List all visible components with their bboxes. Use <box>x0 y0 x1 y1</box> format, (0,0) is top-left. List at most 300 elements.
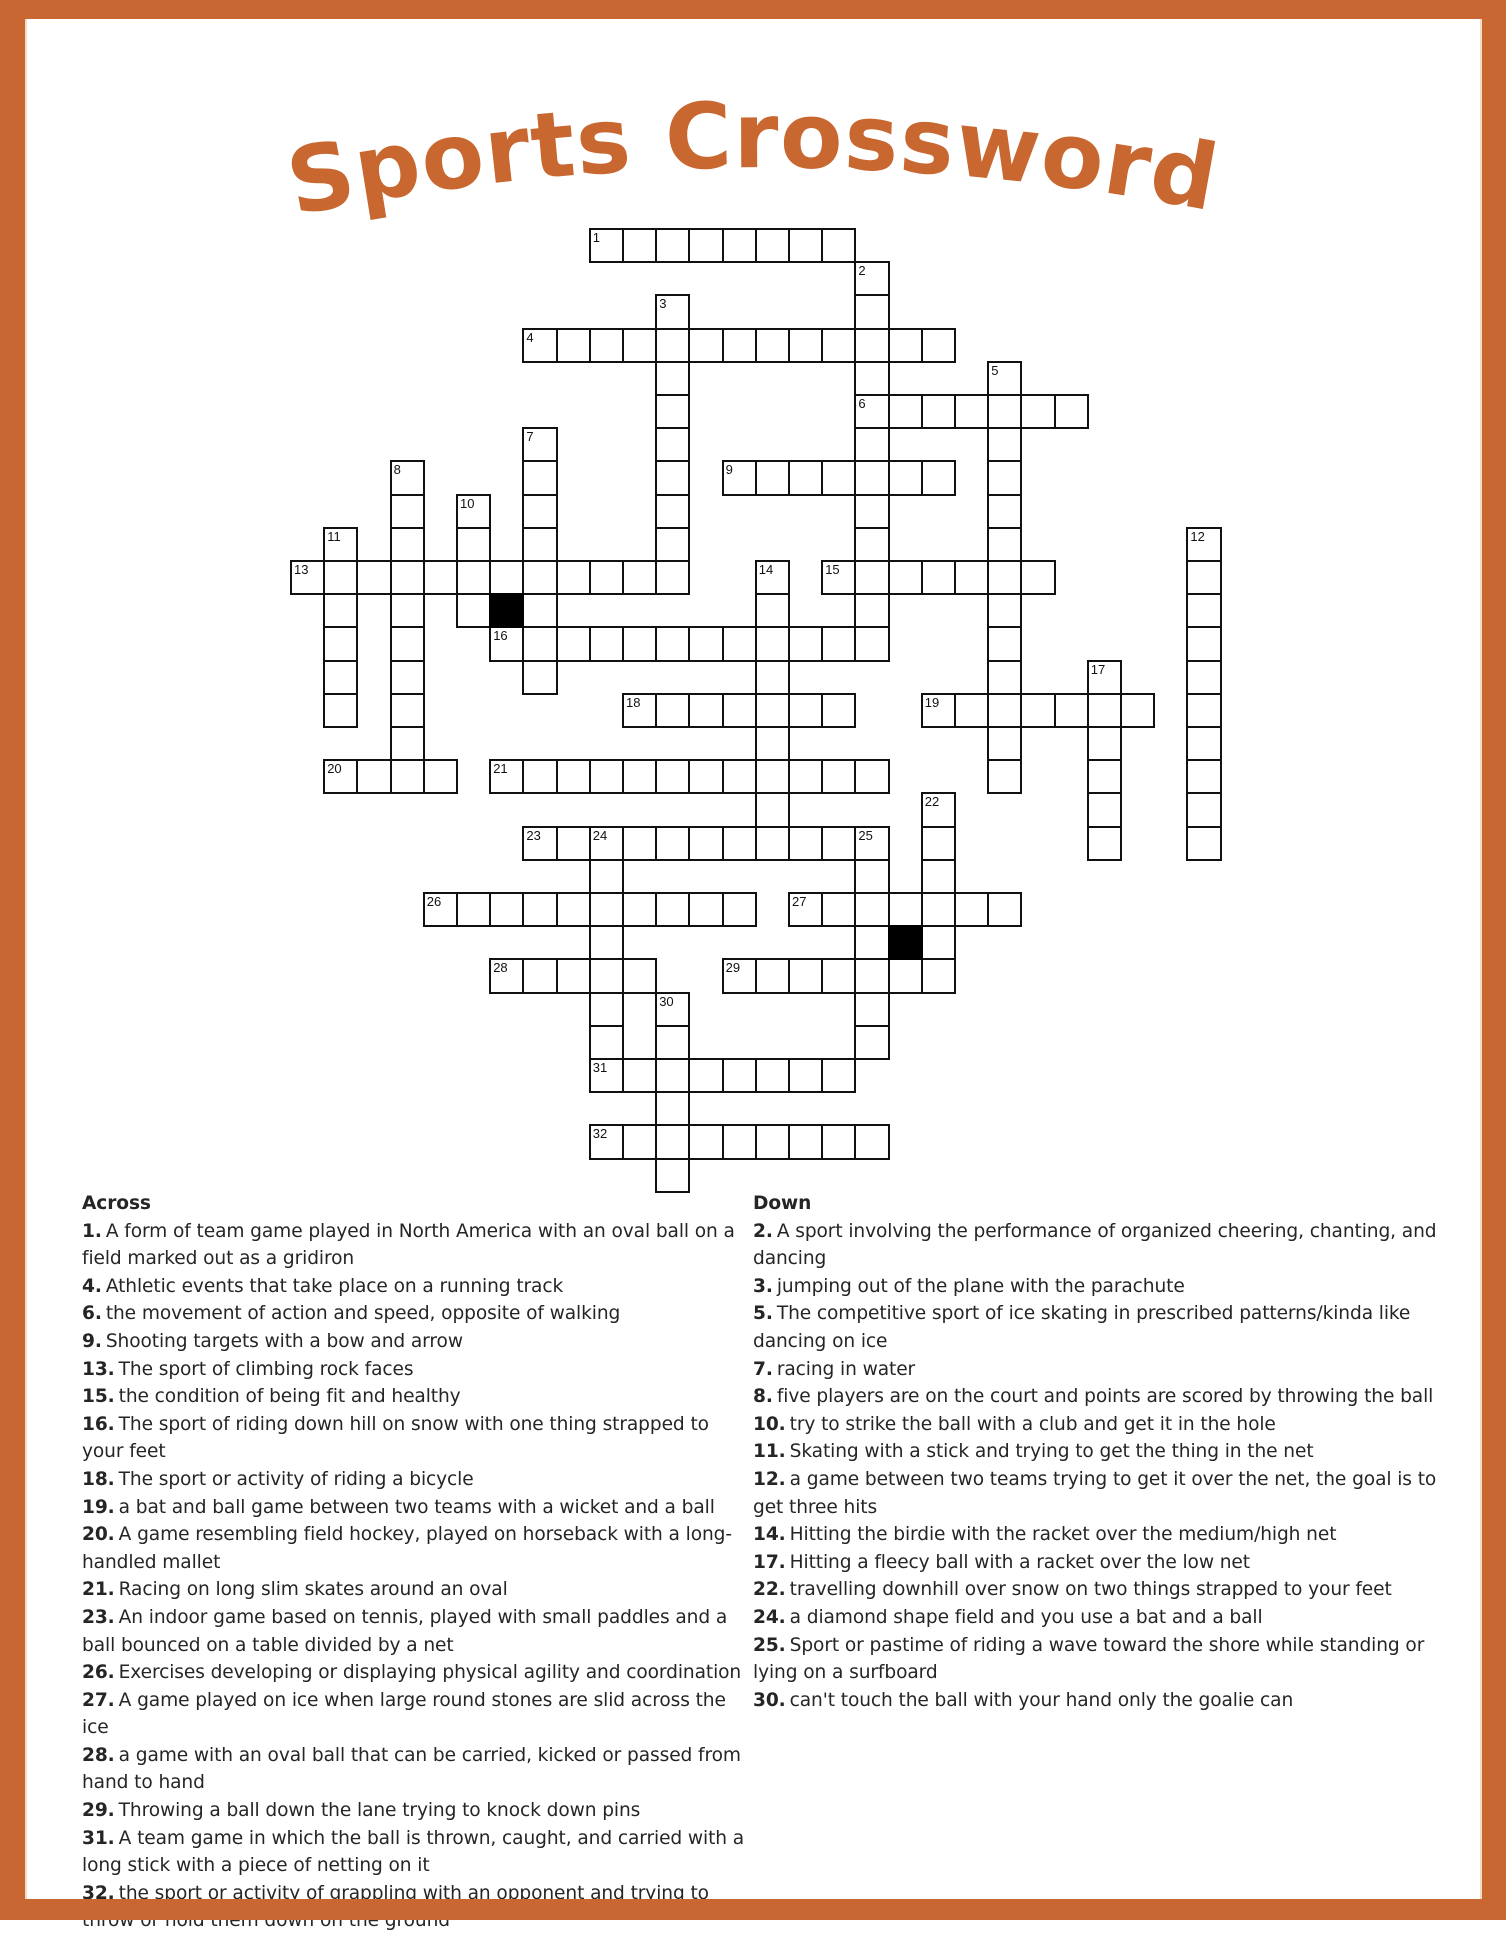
grid-cell[interactable] <box>589 859 624 894</box>
grid-cell[interactable] <box>522 527 557 562</box>
down-clue-5 <box>753 1300 1455 1355</box>
grid-cell[interactable] <box>722 328 757 363</box>
grid-cell[interactable] <box>954 560 989 595</box>
grid-cell[interactable] <box>755 1124 790 1159</box>
grid-cell[interactable] <box>522 626 557 661</box>
grid-cell[interactable] <box>1087 660 1122 695</box>
grid-cell[interactable] <box>688 1058 723 1093</box>
grid-cell[interactable] <box>522 328 557 363</box>
grid-cell[interactable] <box>589 228 624 263</box>
grid-cell[interactable] <box>1186 527 1221 562</box>
grid-cell[interactable] <box>1186 660 1221 695</box>
grid-cell[interactable] <box>1020 693 1055 728</box>
grid-cell[interactable] <box>423 759 458 794</box>
grid-cell-number: 7 <box>526 429 534 445</box>
grid-cell[interactable] <box>655 560 690 595</box>
down-clue-30 <box>753 1687 1455 1715</box>
grid-cell-number: 12 <box>1190 528 1205 544</box>
grid-cell[interactable] <box>854 958 889 993</box>
grid-cell[interactable] <box>821 228 856 263</box>
grid-cell[interactable] <box>987 527 1022 562</box>
clue-text: can't touch the ball with your hand only the goalie can <box>789 1689 1294 1711</box>
grid-cell[interactable] <box>390 693 425 728</box>
grid-cell[interactable] <box>888 460 923 495</box>
grid-cell[interactable] <box>655 460 690 495</box>
clue-text: a diamond shape field and you use a bat and a ball <box>789 1606 1263 1628</box>
grid-cell[interactable] <box>655 1025 690 1060</box>
grid-cell[interactable] <box>390 527 425 562</box>
grid-cell[interactable] <box>1020 394 1055 429</box>
grid-cell[interactable] <box>921 892 956 927</box>
grid-cell[interactable] <box>854 261 889 296</box>
grid-cell[interactable] <box>722 759 757 794</box>
grid-cell-number: 25 <box>858 827 873 843</box>
grid-cell[interactable] <box>655 228 690 263</box>
grid-cell[interactable] <box>755 328 790 363</box>
grid-cell[interactable] <box>522 560 557 595</box>
grid-cell[interactable] <box>489 892 524 927</box>
grid-cell[interactable] <box>788 1058 823 1093</box>
grid-cell[interactable] <box>921 826 956 861</box>
grid-cell[interactable] <box>655 294 690 329</box>
grid-cell[interactable] <box>755 958 790 993</box>
grid-cell[interactable] <box>522 593 557 628</box>
grid-cell[interactable] <box>854 427 889 462</box>
grid-cell[interactable] <box>356 560 391 595</box>
grid-cell[interactable] <box>788 228 823 263</box>
grid-cell[interactable] <box>954 693 989 728</box>
clue-text: Exercises developing or displaying physical agility and coordination <box>118 1662 742 1684</box>
clue-text: jumping out of the plane with the parachute <box>776 1275 1185 1297</box>
down-clue-11 <box>753 1438 1455 1466</box>
grid-cell[interactable] <box>390 460 425 495</box>
grid-cell-number: 17 <box>1090 661 1106 677</box>
grid-cell[interactable] <box>655 394 690 429</box>
grid-cell[interactable] <box>589 1025 624 1060</box>
grid-cell[interactable] <box>622 560 657 595</box>
grid-cell[interactable] <box>655 759 690 794</box>
grid-cell[interactable] <box>1186 759 1221 794</box>
grid-cell[interactable] <box>1054 394 1089 429</box>
grid-cell[interactable] <box>821 693 856 728</box>
grid-cell[interactable] <box>655 826 690 861</box>
across-clue-13 <box>82 1356 754 1384</box>
grid-cell[interactable] <box>987 892 1022 927</box>
grid-cell[interactable] <box>854 925 889 960</box>
grid-cell[interactable] <box>888 328 923 363</box>
grid-cell[interactable] <box>987 361 1022 396</box>
grid-cell[interactable] <box>854 294 889 329</box>
grid-cell[interactable] <box>390 626 425 661</box>
grid-cell[interactable] <box>1087 726 1122 761</box>
across-clue-31 <box>82 1825 754 1880</box>
clue-number: 3. <box>753 1275 773 1297</box>
grid-cell-number: 24 <box>592 827 608 843</box>
grid-cell[interactable] <box>556 626 591 661</box>
grid-cell[interactable] <box>821 328 856 363</box>
grid-cell[interactable] <box>987 494 1022 529</box>
down-clue-25 <box>753 1632 1455 1687</box>
clue-text: the movement of action and speed, opposite of walking <box>105 1303 621 1325</box>
grid-cell[interactable] <box>755 228 790 263</box>
grid-cell[interactable] <box>987 593 1022 628</box>
grid-cell[interactable] <box>556 892 591 927</box>
across-clue-9 <box>82 1328 754 1356</box>
grid-cell[interactable] <box>556 759 591 794</box>
grid-cell[interactable] <box>688 693 723 728</box>
grid-cell[interactable] <box>589 1058 624 1093</box>
grid-cell[interactable] <box>323 660 358 695</box>
down-heading: Down <box>753 1193 812 1214</box>
grid-cell[interactable] <box>622 228 657 263</box>
grid-cell-number: 21 <box>493 761 508 777</box>
grid-cell[interactable] <box>921 560 956 595</box>
grid-cell[interactable] <box>589 826 624 861</box>
grid-cell-number: 6 <box>858 396 866 411</box>
grid-cell[interactable] <box>921 394 956 429</box>
grid-cell[interactable] <box>688 892 723 927</box>
grid-cell[interactable] <box>1087 792 1122 827</box>
grid-cell[interactable] <box>1186 693 1221 728</box>
grid-cell[interactable] <box>1120 693 1155 728</box>
clue-number: 5. <box>753 1303 773 1325</box>
grid-cell[interactable] <box>655 892 690 927</box>
grid-cell[interactable] <box>622 958 657 993</box>
grid-cell[interactable] <box>522 826 557 861</box>
clue-number: 2. <box>753 1220 773 1242</box>
grid-cell[interactable] <box>755 560 790 595</box>
grid-cell[interactable] <box>888 394 923 429</box>
grid-cell[interactable] <box>556 328 591 363</box>
grid-cell[interactable] <box>323 593 358 628</box>
down-clue-17 <box>753 1549 1455 1577</box>
grid-cell[interactable] <box>323 560 358 595</box>
grid-cell[interactable] <box>390 759 425 794</box>
grid-cell[interactable] <box>589 560 624 595</box>
grid-cell[interactable] <box>821 460 856 495</box>
grid-cell[interactable] <box>854 626 889 661</box>
grid-cell[interactable] <box>556 826 591 861</box>
grid-cell[interactable] <box>722 892 757 927</box>
grid-cell[interactable] <box>722 626 757 661</box>
clue-text: Athletic events that take place on a running track <box>105 1275 564 1297</box>
grid-cell[interactable] <box>755 460 790 495</box>
across-clue-19 <box>82 1494 754 1522</box>
grid-cell[interactable] <box>655 527 690 562</box>
grid-cell[interactable] <box>522 494 557 529</box>
grid-cell[interactable] <box>655 427 690 462</box>
page-border-inner-edge-left <box>25 19 27 1899</box>
grid-cell[interactable] <box>755 792 790 827</box>
down-clue-list <box>753 1218 1455 1715</box>
grid-cell-number: 26 <box>426 894 442 909</box>
grid-cell[interactable] <box>821 759 856 794</box>
grid-cell[interactable] <box>423 892 458 927</box>
grid-cell[interactable] <box>821 958 856 993</box>
grid-cell[interactable] <box>888 892 923 927</box>
grid-cell[interactable] <box>821 1058 856 1093</box>
grid-cell[interactable] <box>788 328 823 363</box>
grid-cell[interactable] <box>1186 593 1221 628</box>
grid-cell[interactable] <box>987 693 1022 728</box>
grid-cell[interactable] <box>1186 826 1221 861</box>
grid-cell[interactable] <box>854 892 889 927</box>
down-clue-7 <box>753 1356 1455 1384</box>
grid-cell[interactable] <box>854 361 889 396</box>
grid-cell[interactable] <box>390 660 425 695</box>
grid-cell[interactable] <box>722 228 757 263</box>
grid-cell[interactable] <box>622 693 657 728</box>
grid-cell[interactable] <box>821 826 856 861</box>
grid-cell[interactable] <box>987 394 1022 429</box>
grid-cell[interactable] <box>622 826 657 861</box>
across-clue-20 <box>82 1521 754 1576</box>
grid-cell[interactable] <box>423 560 458 595</box>
clue-number: 19. <box>82 1496 115 1518</box>
clue-number: 8. <box>753 1386 773 1408</box>
across-clue-list <box>82 1218 754 1935</box>
grid-cell[interactable] <box>622 1058 657 1093</box>
grid-cell[interactable] <box>821 626 856 661</box>
down-clues-column <box>753 1190 1455 1714</box>
grid-cell[interactable] <box>589 958 624 993</box>
grid-cell[interactable] <box>755 660 790 695</box>
grid-cell[interactable] <box>456 527 491 562</box>
grid-cell[interactable] <box>921 460 956 495</box>
grid-cell[interactable] <box>788 759 823 794</box>
grid-cell[interactable] <box>755 759 790 794</box>
grid-cell[interactable] <box>854 859 889 894</box>
grid-cell[interactable] <box>987 759 1022 794</box>
grid-cell[interactable] <box>655 1091 690 1126</box>
grid-cell[interactable] <box>1186 726 1221 761</box>
grid-cell[interactable] <box>921 693 956 728</box>
across-clue-28 <box>82 1742 754 1797</box>
grid-cell[interactable] <box>323 759 358 794</box>
grid-cell[interactable] <box>489 626 524 661</box>
grid-cell[interactable] <box>1087 826 1122 861</box>
grid-cell[interactable] <box>622 1124 657 1159</box>
across-clue-15 <box>82 1383 754 1411</box>
grid-cell[interactable] <box>655 494 690 529</box>
grid-cell[interactable] <box>456 593 491 628</box>
grid-cell[interactable] <box>788 958 823 993</box>
grid-cell[interactable] <box>655 1058 690 1093</box>
grid-cell[interactable] <box>987 660 1022 695</box>
grid-cell[interactable] <box>1186 560 1221 595</box>
grid-cell[interactable] <box>788 693 823 728</box>
grid-cell[interactable] <box>854 394 889 429</box>
grid-cell-number: 20 <box>327 761 342 777</box>
grid-cell[interactable] <box>622 328 657 363</box>
grid-cell[interactable] <box>390 494 425 529</box>
grid-cell[interactable] <box>854 527 889 562</box>
grid-cell[interactable] <box>788 892 823 927</box>
grid-cell[interactable] <box>589 1124 624 1159</box>
grid-cell[interactable] <box>921 792 956 827</box>
grid-cell[interactable] <box>755 826 790 861</box>
grid-cell[interactable] <box>888 560 923 595</box>
grid-cell[interactable] <box>589 992 624 1027</box>
grid-cell[interactable] <box>655 328 690 363</box>
grid-cell[interactable] <box>854 1124 889 1159</box>
across-clue-23 <box>82 1604 754 1659</box>
grid-cell[interactable] <box>987 726 1022 761</box>
grid-cell[interactable] <box>987 460 1022 495</box>
grid-cell[interactable] <box>688 626 723 661</box>
grid-cell[interactable] <box>622 759 657 794</box>
grid-cell[interactable] <box>522 759 557 794</box>
grid-cell[interactable] <box>1087 693 1122 728</box>
grid-cell[interactable] <box>921 925 956 960</box>
grid-cell[interactable] <box>1186 792 1221 827</box>
grid-cell[interactable] <box>589 759 624 794</box>
grid-cell[interactable] <box>854 1025 889 1060</box>
clue-text: Shooting targets with a bow and arrow <box>105 1330 463 1352</box>
grid-cell[interactable] <box>854 992 889 1027</box>
grid-cell[interactable] <box>390 726 425 761</box>
clue-text: a bat and ball game between two teams with a wicket and a ball <box>118 1496 715 1518</box>
grid-cell-number: 8 <box>393 462 401 478</box>
grid-cell[interactable] <box>854 826 889 861</box>
grid-cell[interactable] <box>821 560 856 595</box>
grid-cell[interactable] <box>390 560 425 595</box>
grid-cell[interactable] <box>688 328 723 363</box>
grid-cell[interactable] <box>722 958 757 993</box>
grid-cell[interactable] <box>622 626 657 661</box>
grid-cell[interactable] <box>655 1124 690 1159</box>
grid-cell[interactable] <box>854 759 889 794</box>
grid-cell[interactable] <box>589 925 624 960</box>
grid-cell[interactable] <box>655 992 690 1027</box>
clue-text: racing in water <box>776 1358 916 1380</box>
grid-cell[interactable] <box>987 560 1022 595</box>
across-clue-6 <box>82 1300 754 1328</box>
grid-cell[interactable] <box>655 1158 690 1193</box>
grid-cell[interactable] <box>722 693 757 728</box>
clue-number: 28. <box>82 1744 115 1766</box>
grid-cell-number: 22 <box>924 794 940 810</box>
across-clue-4 <box>82 1273 754 1301</box>
grid-cell[interactable] <box>655 693 690 728</box>
grid-cell[interactable] <box>688 228 723 263</box>
grid-cell[interactable] <box>456 494 491 529</box>
grid-cell[interactable] <box>888 958 923 993</box>
grid-cell-number: 10 <box>460 495 475 511</box>
grid-cell[interactable] <box>456 892 491 927</box>
grid-cell[interactable] <box>921 328 956 363</box>
clue-text: A team game in which the ball is thrown, caught, and carried with a long stick with a piece of netting on it <box>82 1827 745 1877</box>
grid-cell[interactable] <box>987 427 1022 462</box>
grid-cell[interactable] <box>556 958 591 993</box>
grid-cell[interactable] <box>954 394 989 429</box>
grid-cell[interactable] <box>522 427 557 462</box>
grid-cell[interactable] <box>489 759 524 794</box>
across-clue-21 <box>82 1576 754 1604</box>
grid-cell[interactable] <box>589 626 624 661</box>
clue-number: 31. <box>82 1827 115 1849</box>
grid-cell[interactable] <box>1020 560 1055 595</box>
grid-cell[interactable] <box>323 693 358 728</box>
grid-cell[interactable] <box>489 958 524 993</box>
grid-cell[interactable] <box>788 626 823 661</box>
grid-cell[interactable] <box>921 859 956 894</box>
clue-text: try to strike the ball with a club and get it in the hole <box>789 1413 1276 1435</box>
grid-cell-number: 14 <box>758 562 774 577</box>
grid-cell[interactable] <box>921 958 956 993</box>
grid-cell[interactable] <box>622 892 657 927</box>
grid-cell[interactable] <box>655 626 690 661</box>
clue-text: The sport or activity of riding a bicycle <box>118 1468 474 1490</box>
grid-cell[interactable] <box>755 1058 790 1093</box>
grid-cell[interactable] <box>788 1124 823 1159</box>
grid-cell[interactable] <box>522 892 557 927</box>
grid-cell[interactable] <box>589 328 624 363</box>
grid-cell-number: 27 <box>792 894 807 909</box>
grid-cell[interactable] <box>987 626 1022 661</box>
grid-cell[interactable] <box>755 693 790 728</box>
grid-cell[interactable] <box>821 1124 856 1159</box>
grid-cell[interactable] <box>556 560 591 595</box>
clue-text: a game with an oval ball that can be carried, kicked or passed from hand to hand <box>82 1744 741 1794</box>
grid-cell[interactable] <box>755 593 790 628</box>
clue-text: the condition of being fit and healthy <box>118 1386 461 1408</box>
grid-cell[interactable] <box>323 626 358 661</box>
grid-cell[interactable] <box>589 892 624 927</box>
clue-number: 12. <box>753 1468 786 1490</box>
grid-cell[interactable] <box>290 560 325 595</box>
grid-cell-number: 29 <box>725 960 741 976</box>
grid-cell[interactable] <box>722 826 757 861</box>
grid-cell[interactable] <box>1054 693 1089 728</box>
grid-cell[interactable] <box>954 892 989 927</box>
grid-cell[interactable] <box>522 958 557 993</box>
grid-cell[interactable] <box>655 361 690 396</box>
clue-number: 23. <box>82 1606 115 1628</box>
down-clue-3 <box>753 1273 1455 1301</box>
grid-cell[interactable] <box>1087 759 1122 794</box>
clue-text: A sport involving the performance of organized cheering, chanting, and dancing <box>753 1220 1437 1270</box>
grid-cell[interactable] <box>854 328 889 363</box>
grid-cell[interactable] <box>722 460 757 495</box>
grid-cell[interactable] <box>456 560 491 595</box>
grid-cell[interactable] <box>356 759 391 794</box>
grid-cell[interactable] <box>489 560 524 595</box>
grid-cell[interactable] <box>1186 626 1221 661</box>
grid-cell[interactable] <box>854 460 889 495</box>
grid-cell[interactable] <box>688 826 723 861</box>
clue-text: Racing on long slim skates around an oval <box>118 1579 508 1601</box>
grid-cell[interactable] <box>323 527 358 562</box>
grid-cell[interactable] <box>755 726 790 761</box>
grid-cell[interactable] <box>755 626 790 661</box>
grid-cell[interactable] <box>821 892 856 927</box>
grid-cell[interactable] <box>854 494 889 529</box>
grid-cell[interactable] <box>688 759 723 794</box>
grid-cell[interactable] <box>854 560 889 595</box>
grid-cell[interactable] <box>788 460 823 495</box>
grid-cell[interactable] <box>722 1124 757 1159</box>
grid-cell[interactable] <box>390 593 425 628</box>
grid-cell[interactable] <box>522 460 557 495</box>
grid-cell[interactable] <box>788 826 823 861</box>
grid-cell[interactable] <box>688 1124 723 1159</box>
grid-cell[interactable] <box>522 660 557 695</box>
across-clues-column <box>82 1190 754 1935</box>
grid-cell[interactable] <box>854 593 889 628</box>
grid-cell[interactable] <box>722 1058 757 1093</box>
clue-number: 32. <box>82 1882 115 1904</box>
